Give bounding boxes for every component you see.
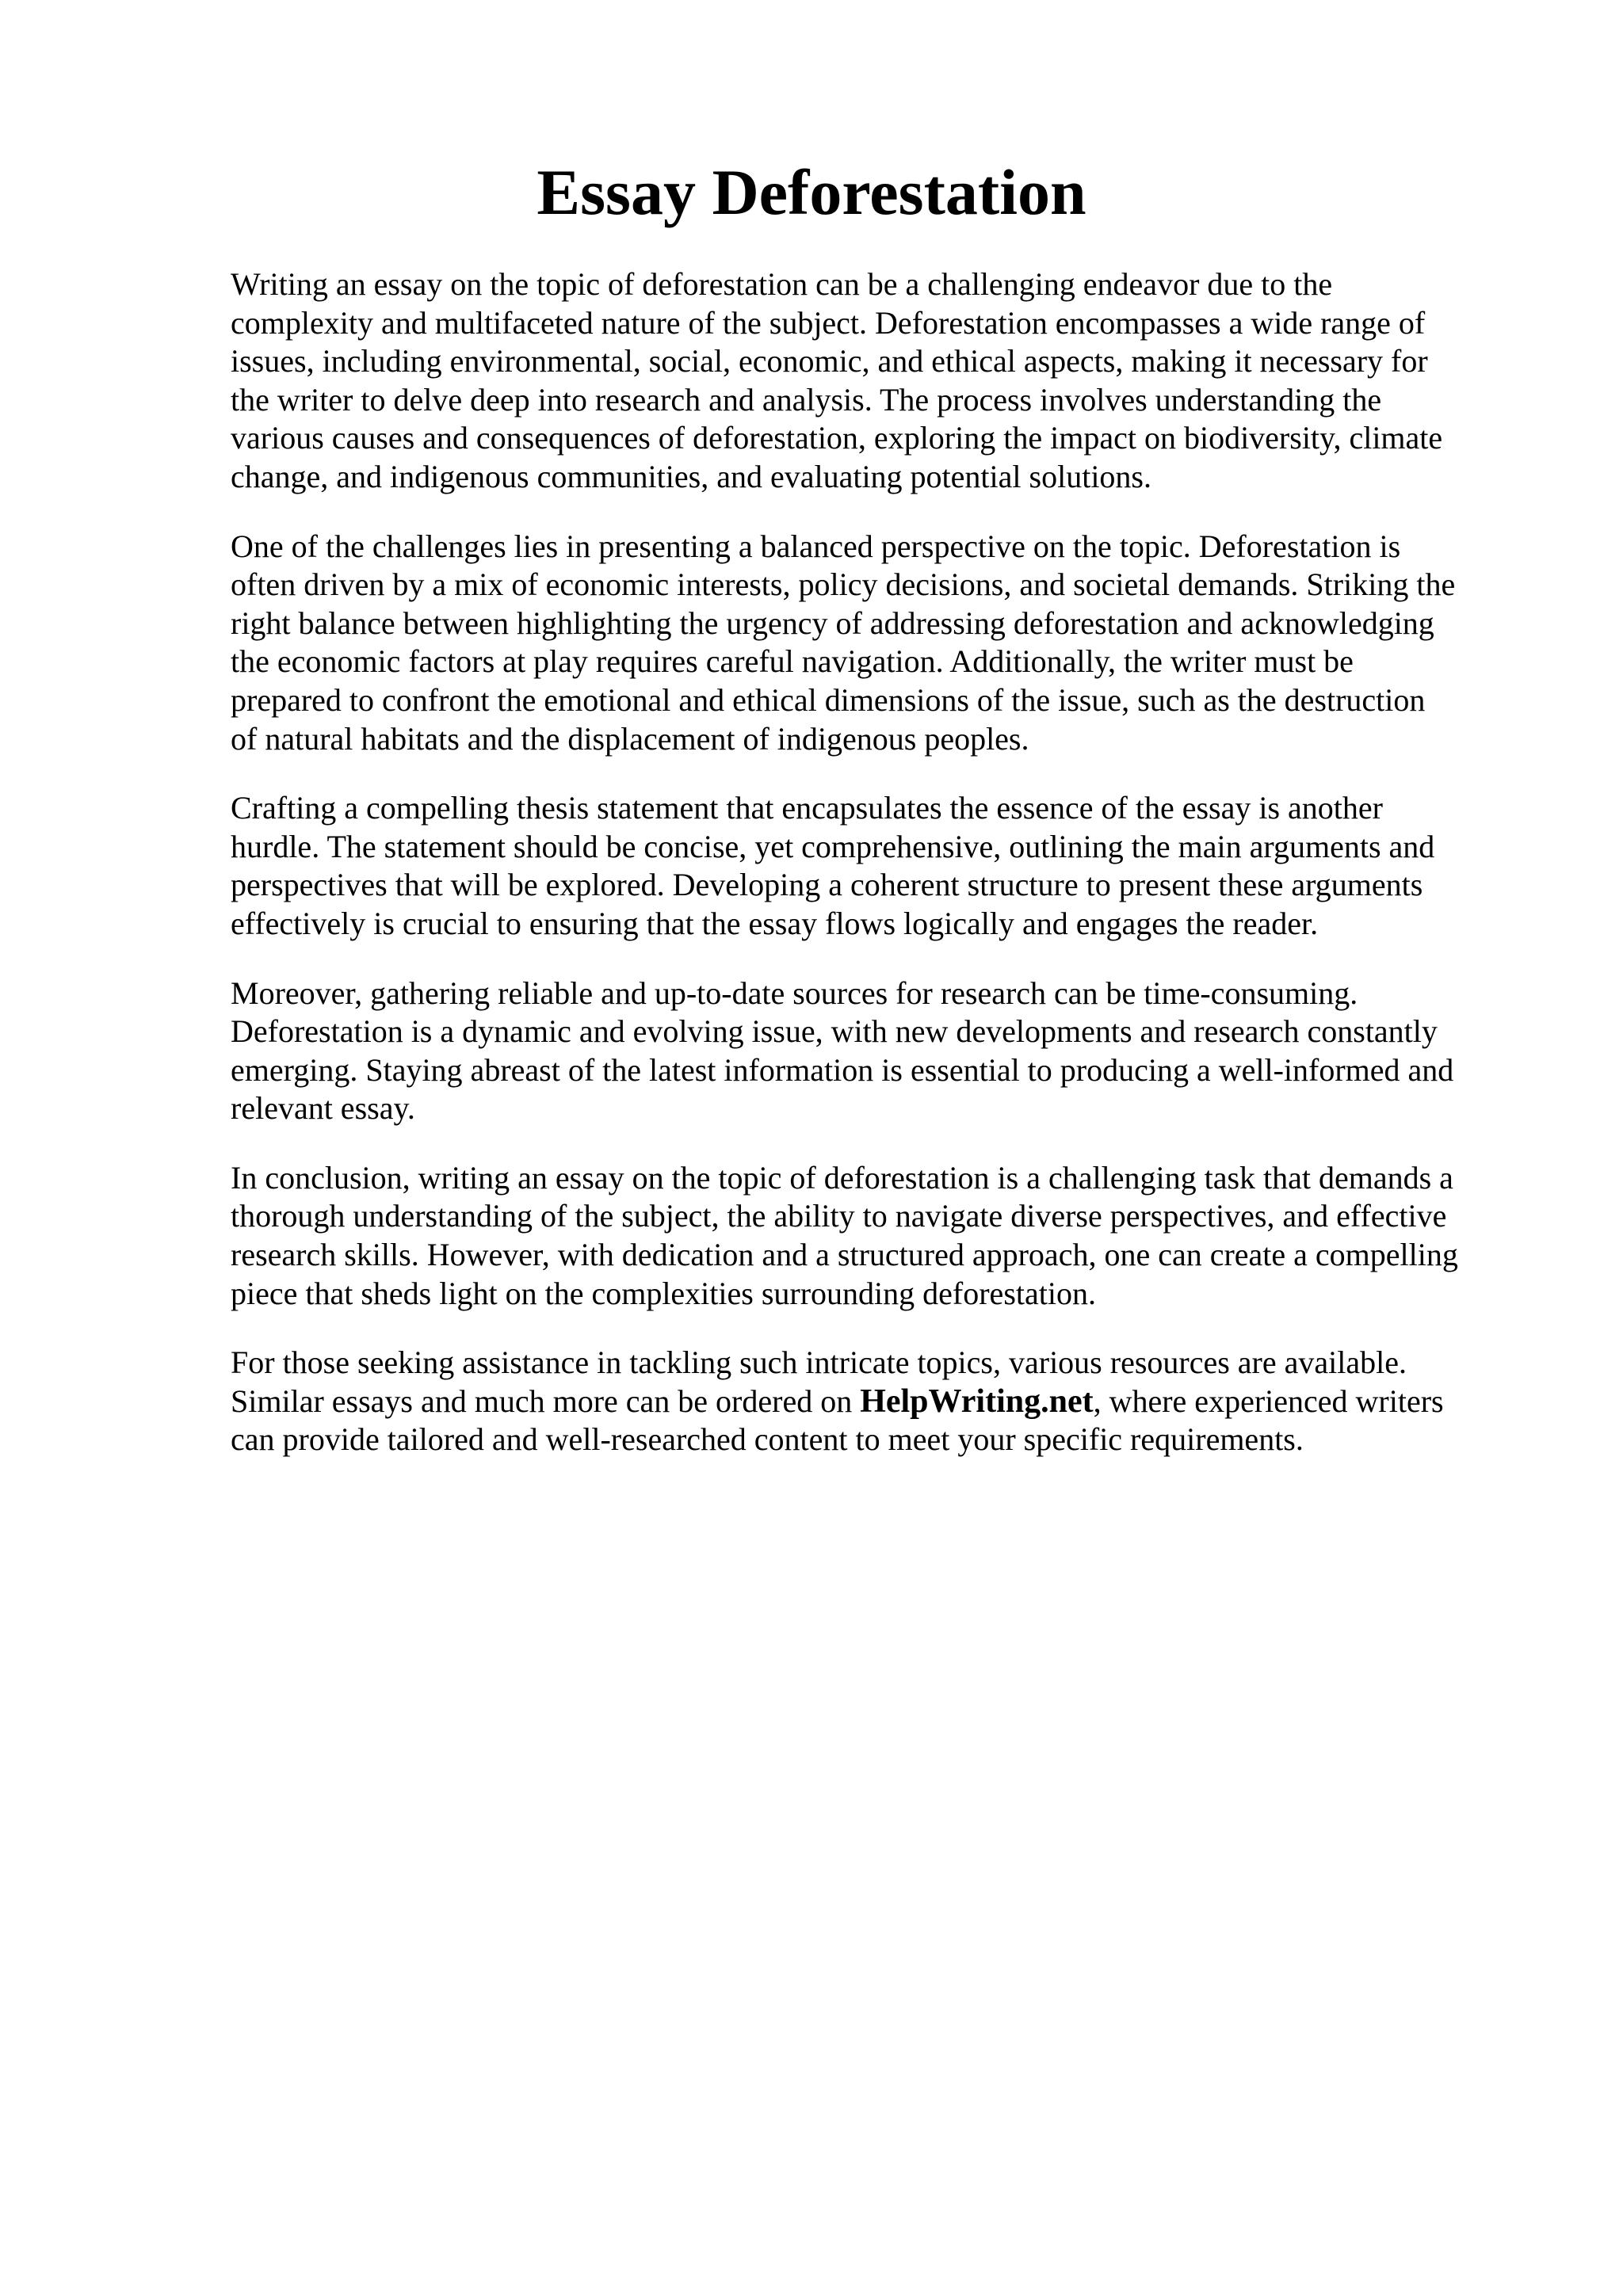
text-line-with-link <box>231 1383 1514 1421</box>
text-line: Crafting a compelling thesis statement that encapsulates the essence of the essay is another <box>231 790 1383 826</box>
text-line: piece that sheds light on the complexities surrounding deforestation. <box>231 1275 1096 1311</box>
text-line: often driven by a mix of economic interests, policy decisions, and societal demands. Striking the <box>231 566 1456 603</box>
text-line: right balance between highlighting the urgency of addressing deforestation and acknowledging <box>231 605 1434 641</box>
text-line: thorough understanding of the subject, the ability to navigate diverse perspectives, and effective <box>231 1198 1447 1234</box>
text-line: can provide tailored and well-researched content to meet your specific requirements. <box>231 1421 1304 1458</box>
text-line: various causes and consequences of deforestation, exploring the impact on biodiversity, climate <box>231 420 1443 456</box>
text-line: of natural habitats and the displacement of indigenous peoples. <box>231 720 1029 757</box>
text-line: Deforestation is a dynamic and evolving issue, with new developments and research constantly <box>231 1013 1438 1050</box>
paragraph-balanced-perspective <box>231 528 1514 759</box>
document-body <box>231 265 1514 1490</box>
text-line: complexity and multifaceted nature of the subject. Deforestation encompasses a wide range of <box>231 304 1426 341</box>
text-line: research skills. However, with dedication and a structured approach, one can create a compelling <box>231 1237 1458 1273</box>
text-segment: Similar essays and much more can be ordered on <box>231 1383 861 1419</box>
text-line: One of the challenges lies in presenting a balanced perspective on the topic. Deforestation is <box>231 528 1401 564</box>
text-line: the economic factors at play requires careful navigation. Additionally, the writer must be <box>231 643 1354 680</box>
paragraph-conclusion <box>231 1159 1514 1313</box>
text-line: emerging. Staying abreast of the latest information is essential to producing a well-informed and <box>231 1051 1454 1088</box>
text-segment: , where experienced writers <box>1093 1383 1444 1419</box>
text-line: In conclusion, writing an essay on the topic of deforestation is a challenging task that demands a <box>231 1159 1453 1196</box>
text-line: Writing an essay on the topic of deforestation can be a challenging endeavor due to the <box>231 266 1333 302</box>
paragraph-intro <box>231 265 1514 497</box>
paragraph-sources <box>231 974 1514 1128</box>
text-line: issues, including environmental, social, economic, and ethical aspects, making it necessary for <box>231 343 1428 379</box>
text-line: hurdle. The statement should be concise, yet comprehensive, outlining the main arguments and <box>231 828 1435 864</box>
text-line: prepared to confront the emotional and ethical dimensions of the issue, such as the destruction <box>231 681 1426 718</box>
paragraph-closing <box>231 1344 1514 1459</box>
helpwriting-link[interactable]: HelpWriting.net <box>860 1383 1094 1420</box>
text-line: change, and indigenous communities, and evaluating potential solutions. <box>231 458 1151 494</box>
paragraph-thesis <box>231 789 1514 943</box>
text-line: For those seeking assistance in tackling such intricate topics, various resources are available. <box>231 1344 1407 1381</box>
text-line: effectively is crucial to ensuring that the essay flows logically and engages the reader. <box>231 905 1319 941</box>
text-line: relevant essay. <box>231 1090 415 1127</box>
text-line: the writer to delve deep into research and analysis. The process involves understanding the <box>231 381 1382 418</box>
text-line: Moreover, gathering reliable and up-to-date sources for research can be time-consuming. <box>231 974 1358 1011</box>
document-title: Essay Deforestation <box>537 156 1086 228</box>
text-line: perspectives that will be explored. Developing a coherent structure to present these arguments <box>231 867 1423 903</box>
